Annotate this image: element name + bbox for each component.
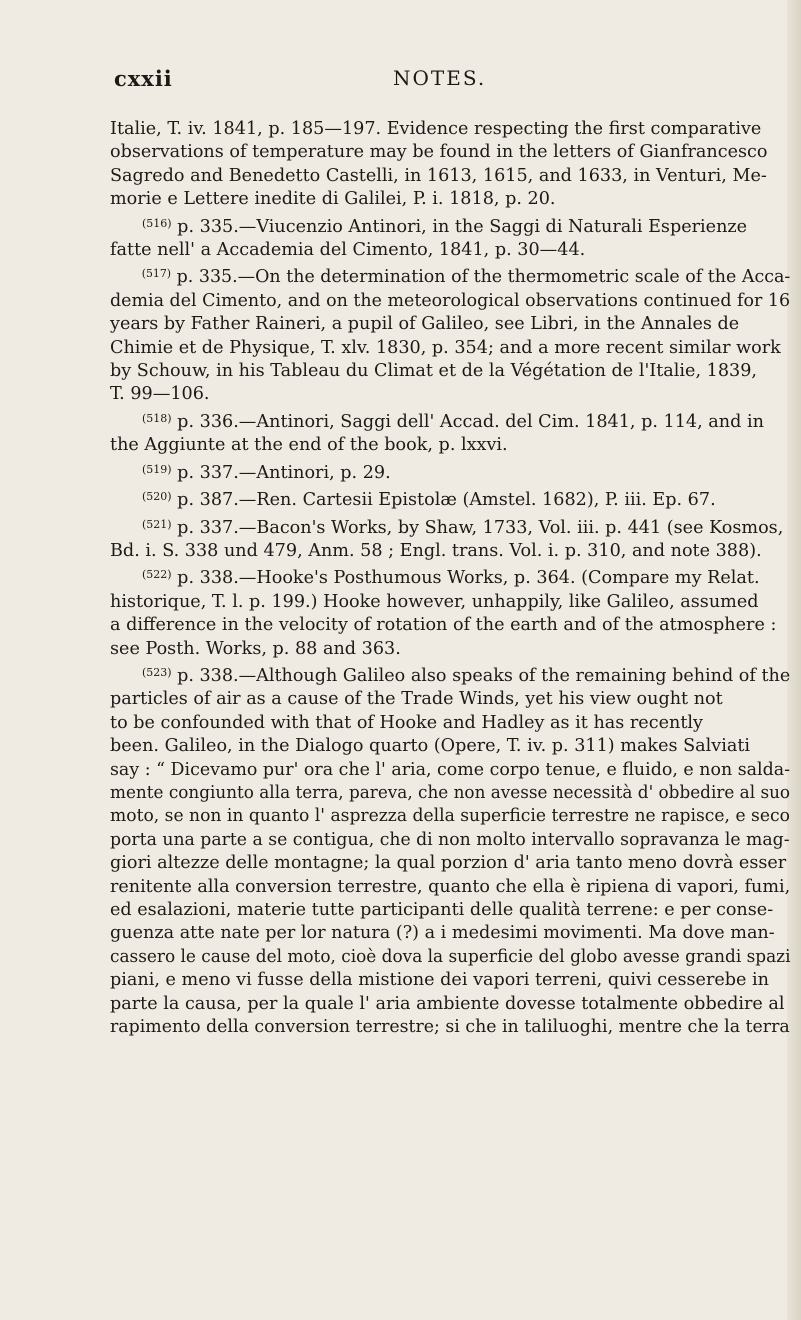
line-text: rapimento della conversion terrestre; si che in taliluoghi, mentre che la terra bbox=[110, 1017, 790, 1038]
note-start-line bbox=[110, 661, 789, 688]
text-line bbox=[110, 899, 790, 922]
text-line bbox=[110, 638, 790, 661]
line-text: moto, se non in quanto l' asprezza della superficie terrestre ne rapisce, e seco bbox=[110, 806, 790, 827]
line-text: p. 387.—Ren. Cartesii Epistolæ (Amstel. 1682), P. iii. Ep. 67. bbox=[171, 490, 716, 511]
note-start-line bbox=[110, 407, 790, 434]
text-line bbox=[110, 735, 790, 758]
line-text: historique, T. l. p. 199.) Hooke however, unhappily, like Galileo, assumed bbox=[110, 591, 759, 612]
text-line bbox=[110, 852, 790, 875]
text-line bbox=[110, 118, 790, 141]
text-line bbox=[110, 337, 790, 360]
line-text: the Aggiunte at the end of the book, p. lxxvi. bbox=[110, 435, 508, 456]
text-line bbox=[110, 591, 790, 614]
text-line bbox=[110, 188, 790, 211]
line-text: say : “ Dicevamo pur' ora che l' aria, come corpo tenue, e fluido, e non salda- bbox=[110, 759, 791, 780]
text-line bbox=[110, 614, 790, 637]
note-number: (520) bbox=[142, 490, 172, 504]
note-start-line bbox=[110, 485, 790, 512]
text-line bbox=[110, 165, 790, 188]
text-line bbox=[110, 782, 791, 805]
text-line bbox=[110, 922, 790, 945]
note-start-line bbox=[110, 458, 790, 485]
line-text: a difference in the velocity of rotation of the earth and of the atmosphere : bbox=[110, 615, 777, 636]
line-text: parte la causa, per la quale l' aria ambiente dovesse totalmente obbedire al bbox=[110, 993, 785, 1014]
line-text: p. 337.—Bacon's Works, by Shaw, 1733, Vol. iii. p. 441 (see Kosmos, bbox=[171, 517, 784, 538]
text-line bbox=[110, 434, 790, 457]
line-text: years by Father Raineri, a pupil of Galileo, see Libri, in the Annales de bbox=[110, 314, 740, 335]
line-text: guenza atte nate per lor natura (?) a i medesimi movimenti. Ma dove man- bbox=[110, 923, 775, 944]
text-line bbox=[110, 360, 790, 383]
text-line bbox=[110, 876, 791, 899]
note-number: (521) bbox=[142, 517, 172, 531]
text-line bbox=[110, 313, 790, 336]
line-text: p. 335.—On the determination of the thermometric scale of the Acca- bbox=[171, 267, 791, 288]
line-text: p. 335.—Viucenzio Antinori, in the Saggi di Naturali Esperienze bbox=[171, 216, 748, 237]
text-line bbox=[110, 688, 790, 711]
line-text: renitente alla conversion terrestre, quanto che ella è ripiena di vapori, fumi, bbox=[110, 876, 791, 897]
note-number: (523) bbox=[141, 665, 172, 679]
line-text: Chimie et de Physique, T. xlv. 1830, p. 354; and a more recent similar work bbox=[110, 337, 781, 358]
line-text: p. 337.—Antinori, p. 29. bbox=[171, 462, 391, 483]
line-text: T. 99—106. bbox=[110, 384, 210, 405]
line-text: observations of temperature may be found in the letters of Gianfrancesco bbox=[110, 142, 768, 163]
line-text: morie e Lettere inedite di Galilei, P. i. 1818, p. 20. bbox=[110, 189, 556, 210]
line-text: Bd. i. S. 338 und 479, Anm. 58 ; Engl. trans. Vol. i. p. 310, and note 388). bbox=[110, 540, 762, 561]
text-line bbox=[110, 946, 791, 969]
line-text: demia del Cimento, and on the meteorological observations continued for 16 bbox=[110, 290, 791, 311]
line-text: Italie, T. iv. 1841, p. 185—197. Evidence respecting the first comparative bbox=[110, 119, 762, 139]
line-text: by Schouw, in his Tableau du Climat et de la Végétation de l'Italie, 1839, bbox=[110, 361, 758, 382]
running-head bbox=[110, 66, 761, 96]
page-number: cxxii bbox=[114, 66, 173, 91]
line-text: porta una parte a se contigua, che di non molto intervallo sopravanza le mag- bbox=[110, 829, 790, 850]
line-text: ed esalazioni, materie tutte participanti delle qualità terrene: e per conse- bbox=[110, 900, 774, 920]
text-line bbox=[110, 290, 791, 313]
note-start-line bbox=[110, 262, 791, 289]
line-text: p. 338.—Although Galileo also speaks of the remaining behind of the bbox=[171, 665, 791, 686]
note-start-line bbox=[110, 563, 790, 590]
note-start-line bbox=[110, 513, 790, 540]
note-number: (516) bbox=[142, 216, 172, 230]
text-line bbox=[110, 993, 790, 1016]
line-text: mente congiunto alla terra, pareva, che non avesse necessità d' obbedire al suo bbox=[110, 782, 791, 803]
text-line bbox=[110, 540, 790, 563]
text-line bbox=[110, 1016, 790, 1039]
notes-body bbox=[110, 118, 790, 1039]
line-text: fatte nell' a Accademia del Cimento, 1841, p. 30—44. bbox=[110, 240, 586, 261]
text-line bbox=[110, 969, 790, 992]
note-number: (519) bbox=[142, 462, 172, 476]
line-text: see Posth. Works, p. 88 and 363. bbox=[110, 638, 401, 659]
text-line bbox=[110, 712, 790, 735]
text-line bbox=[110, 383, 790, 406]
note-number: (517) bbox=[141, 267, 172, 281]
line-text: particles of air as a cause of the Trade Winds, yet his view ought not bbox=[110, 689, 723, 710]
line-text: cassero le cause del moto, cioè dova la superficie del globo avesse grandi spazi bbox=[110, 946, 791, 967]
text-line bbox=[110, 239, 790, 262]
text-line bbox=[110, 141, 790, 164]
line-text: giori altezze delle montagne; la qual porzion d' aria tanto meno dovrà esser bbox=[110, 853, 787, 874]
line-text: Sagredo and Benedetto Castelli, in 1613, 1615, and 1633, in Venturi, Me- bbox=[110, 165, 767, 186]
line-text: piani, e meno vi fusse della mistione dei vapori terreni, quivi cesserebe in bbox=[110, 970, 770, 991]
section-title: NOTES. bbox=[393, 66, 487, 90]
text-line bbox=[110, 829, 790, 852]
note-start-line bbox=[110, 212, 790, 239]
note-number: (518) bbox=[142, 411, 172, 425]
text-line bbox=[110, 805, 790, 828]
line-text: been. Galileo, in the Dialogo quarto (Opere, T. iv. p. 311) makes Salviati bbox=[110, 736, 751, 757]
text-line bbox=[110, 759, 791, 782]
line-text: to be confounded with that of Hooke and Hadley as it has recently bbox=[110, 712, 703, 733]
note-number: (522) bbox=[142, 568, 172, 582]
line-text: p. 336.—Antinori, Saggi dell' Accad. del Cim. 1841, p. 114, and in bbox=[171, 411, 764, 432]
line-text: p. 338.—Hooke's Posthumous Works, p. 364. (Compare my Relat. bbox=[171, 568, 760, 589]
